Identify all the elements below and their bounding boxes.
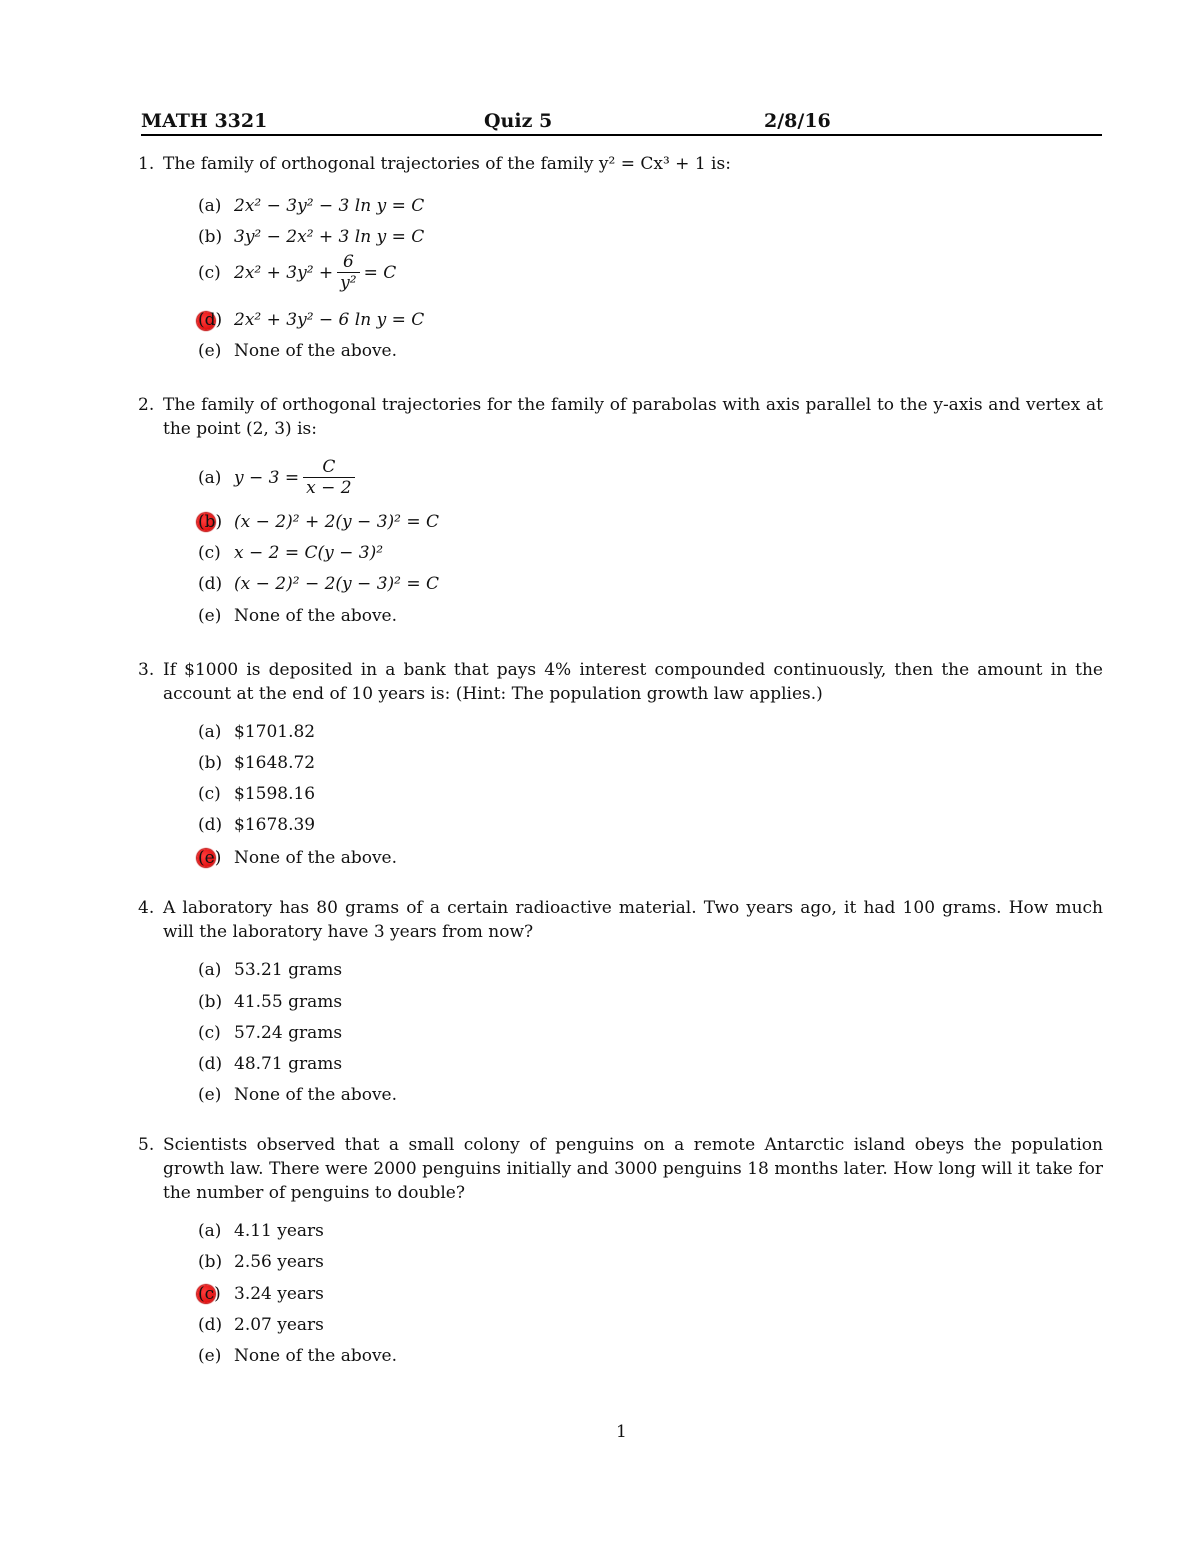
question-number: 2. bbox=[138, 395, 155, 415]
fraction-denominator: y² bbox=[337, 272, 359, 293]
course-title: MATH 3321 bbox=[141, 110, 268, 132]
option-3e bbox=[198, 846, 397, 870]
option-1d bbox=[198, 308, 424, 332]
option-5a bbox=[198, 1219, 324, 1243]
option-label: (c) bbox=[198, 262, 221, 283]
option-label: (c) bbox=[198, 1284, 221, 1304]
option-4a bbox=[198, 958, 342, 982]
option-text: 57.24 grams bbox=[234, 1023, 343, 1043]
question-5 bbox=[138, 1133, 1103, 1205]
option-label: (e) bbox=[198, 848, 222, 868]
option-label: (a) bbox=[198, 1221, 222, 1241]
option-text-pre: y − 3 = bbox=[234, 467, 300, 488]
option-text: $1701.82 bbox=[234, 722, 316, 742]
option-label: (b) bbox=[198, 227, 223, 247]
option-2a bbox=[198, 457, 359, 498]
option-1e bbox=[198, 339, 397, 363]
option-label: (e) bbox=[198, 606, 222, 626]
option-label: (d) bbox=[198, 574, 223, 594]
question-stem: Scientists observed that a small colony of penguins on a remote Antarctic island obeys the population growth law. There were 2000 penguins initially and 3000 penguins 18 months later. How long will it take for the number of penguins to double? bbox=[163, 1135, 1103, 1203]
option-text: 53.21 grams bbox=[234, 960, 343, 980]
option-text: 2.07 years bbox=[234, 1315, 324, 1335]
option-4b bbox=[198, 990, 342, 1014]
option-label: (b) bbox=[198, 512, 223, 532]
option-text: None of the above. bbox=[234, 848, 398, 868]
option-5c bbox=[198, 1282, 324, 1306]
question-number: 1. bbox=[138, 154, 155, 174]
fraction bbox=[303, 457, 354, 498]
option-label: (b) bbox=[198, 753, 223, 773]
option-text: None of the above. bbox=[234, 1346, 398, 1366]
option-text: 2.56 years bbox=[234, 1252, 324, 1272]
option-label: (b) bbox=[198, 1252, 223, 1272]
option-text-pre: 2x² + 3y² + bbox=[234, 262, 334, 283]
option-4d bbox=[198, 1052, 342, 1076]
fraction-numerator: 6 bbox=[342, 252, 354, 272]
question-4 bbox=[138, 896, 1103, 944]
question-1 bbox=[138, 152, 1103, 176]
option-text: (x − 2)² + 2(y − 3)² = C bbox=[234, 512, 440, 532]
option-text: None of the above. bbox=[234, 606, 398, 626]
quiz-title: Quiz 5 bbox=[484, 110, 553, 132]
option-label: (c) bbox=[198, 1023, 221, 1043]
fraction bbox=[337, 252, 359, 293]
option-text: None of the above. bbox=[234, 341, 398, 361]
fraction-denominator: x − 2 bbox=[303, 477, 354, 498]
option-label: (c) bbox=[198, 543, 221, 563]
option-3d bbox=[198, 813, 315, 837]
option-5e bbox=[198, 1344, 397, 1368]
option-label: (d) bbox=[198, 1315, 223, 1335]
option-text: 3.24 years bbox=[234, 1284, 324, 1304]
question-stem: The family of orthogonal trajectories for the family of parabolas with axis parallel to the y-axis and vertex at the point (2, 3) is: bbox=[163, 395, 1103, 439]
option-4c bbox=[198, 1021, 342, 1045]
option-label: (d) bbox=[198, 815, 223, 835]
option-text-post: = C bbox=[363, 262, 397, 283]
option-2d bbox=[198, 572, 439, 596]
option-label: (a) bbox=[198, 196, 222, 216]
page-number: 1 bbox=[616, 1422, 627, 1442]
option-label: (e) bbox=[198, 1085, 222, 1105]
option-2e bbox=[198, 604, 397, 628]
option-3c bbox=[198, 782, 315, 806]
option-text: x − 2 = C(y − 3)² bbox=[234, 543, 384, 563]
question-number: 4. bbox=[138, 898, 155, 918]
option-text: 3y² − 2x² + 3 ln y = C bbox=[234, 227, 425, 247]
option-3a bbox=[198, 720, 315, 744]
option-4e bbox=[198, 1083, 397, 1107]
option-text: 48.71 grams bbox=[234, 1054, 343, 1074]
option-label: (e) bbox=[198, 1346, 222, 1366]
page-header bbox=[141, 108, 1102, 136]
option-text: $1648.72 bbox=[234, 753, 316, 773]
option-1b bbox=[198, 225, 424, 249]
option-1c bbox=[198, 252, 396, 293]
option-text: None of the above. bbox=[234, 1085, 398, 1105]
option-1a bbox=[198, 194, 424, 218]
option-text: 2x² + 3y² − 6 ln y = C bbox=[234, 310, 425, 330]
option-3b bbox=[198, 751, 315, 775]
question-number: 5. bbox=[138, 1135, 155, 1155]
question-number: 3. bbox=[138, 660, 155, 680]
option-text: 4.11 years bbox=[234, 1221, 324, 1241]
option-label: (a) bbox=[198, 467, 222, 488]
option-text: (x − 2)² − 2(y − 3)² = C bbox=[234, 574, 440, 594]
question-stem: A laboratory has 80 grams of a certain radioactive material. Two years ago, it had 100 grams. How much will the laboratory have 3 years from now? bbox=[163, 898, 1103, 942]
option-text: $1598.16 bbox=[234, 784, 316, 804]
option-text: $1678.39 bbox=[234, 815, 316, 835]
option-text: 41.55 grams bbox=[234, 992, 343, 1012]
option-label: (d) bbox=[198, 1054, 223, 1074]
option-label: (b) bbox=[198, 992, 223, 1012]
option-label: (a) bbox=[198, 960, 222, 980]
option-label: (c) bbox=[198, 784, 221, 804]
question-stem: If $1000 is deposited in a bank that pays 4% interest compounded continuously, then the amount in the account at the end of 10 years is: (Hint: The population growth law applies.) bbox=[163, 660, 1103, 704]
option-text: 2x² − 3y² − 3 ln y = C bbox=[234, 196, 425, 216]
fraction-numerator: C bbox=[322, 457, 336, 477]
quiz-date: 2/8/16 bbox=[764, 110, 831, 132]
option-5d bbox=[198, 1313, 324, 1337]
question-stem: The family of orthogonal trajectories of the family y² = Cx³ + 1 is: bbox=[163, 154, 731, 174]
option-label: (a) bbox=[198, 722, 222, 742]
question-2 bbox=[138, 393, 1103, 441]
option-2c bbox=[198, 541, 383, 565]
option-label: (d) bbox=[198, 310, 223, 330]
question-3 bbox=[138, 658, 1103, 706]
option-2b bbox=[198, 510, 439, 534]
option-label: (e) bbox=[198, 341, 222, 361]
option-5b bbox=[198, 1250, 324, 1274]
